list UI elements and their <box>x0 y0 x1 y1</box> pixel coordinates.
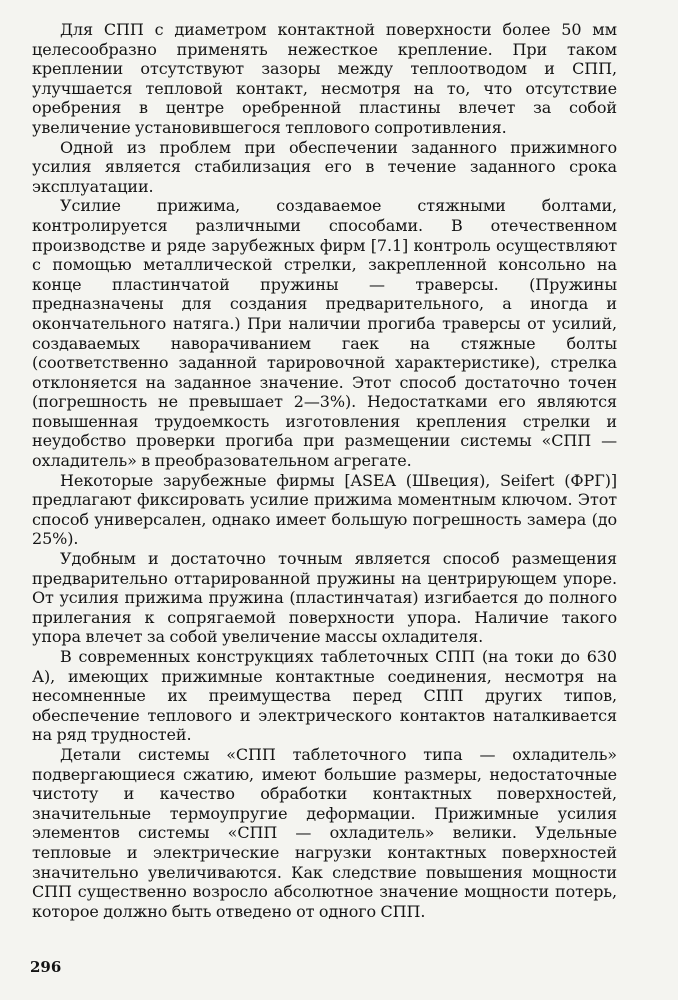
page-number: 296 <box>30 958 62 976</box>
page-body <box>32 20 617 921</box>
paragraph-7: Детали системы «СПП таблеточного типа — охладитель» подвергающиеся сжатию, имеют большие размеры, недостаточные чистоту и качество обработки контактных поверхностей, значительные термоупругие деформации. Прижимные усилия элементов системы «СПП — охладитель» велики. Удельные тепловые и электрические нагрузки контактных поверхностей значительно увеличиваются. Как следствие повышения мощности СПП существенно возросло абсолютное значение мощности потерь, которое должно быть отведено от одного СПП. <box>32 744 617 921</box>
paragraph-6: В современных конструкциях таблеточных СПП (на токи до 630 А), имеющих прижимные контактные соединения, несмотря на несомненные их преимущества перед СПП других типов, обеспечение теплового и электрического контактов наталкивается на ряд трудностей. <box>32 647 617 745</box>
paragraph-5: Удобным и достаточно точным является способ размещения предварительно оттарированной пружины на центрирующем упоре. От усилия прижима пружина (пластинчатая) изгибается до полного прилегания к сопрягаемой поверхности упора. Наличие такого упора влечет за собой увеличение массы охладителя. <box>32 549 617 647</box>
paragraph-3: Усилие прижима, создаваемое стяжными болтами, контролируется различными способами. В отечественном производстве и ряде зарубежных фирм [7.1] контроль осуществляют с помощью металлической стрелки, закрепленной консольно на конце пластинчатой пружины — траверсы. (Пружины предназначены для создания предварительного, а иногда и окончательного натяга.) При наличии прогиба траверсы от усилий, создаваемых наворачиванием гаек на стяжные болты (соответственно заданной тарировочной характеристике), стрелка отклоняется на заданное значение. Этот способ достаточно точен (погрешность не превышает 2—3%). Недостатками его являются повышенная трудоемкость изготовления крепления стрелки и неудобство проверки прогиба при размещении системы «СПП — охладитель» в преобразовательном агрегате. <box>32 196 617 471</box>
paragraph-2: Одной из проблем при обеспечении заданного прижимного усилия является стабилизация его в течение заданного срока эксплуатации. <box>32 137 617 196</box>
paragraph-1: Для СПП с диаметром контактной поверхности более 50 мм целесообразно применять нежесткое крепление. При таком креплении отсутствуют зазоры между теплоотводом и СПП, улучшается тепловой контакт, несмотря на то, что отсутствие оребрения в центре оребренной пластины влечет за собой увеличение установившегося теплового сопротивления. <box>32 20 617 137</box>
paragraph-4: Некоторые зарубежные фирмы [ASEA (Швеция), Seifert (ФРГ)] предлагают фиксировать усилие прижима моментным ключом. Этот способ универсален, однако имеет большую погрешность замера (до 25%). <box>32 470 617 549</box>
